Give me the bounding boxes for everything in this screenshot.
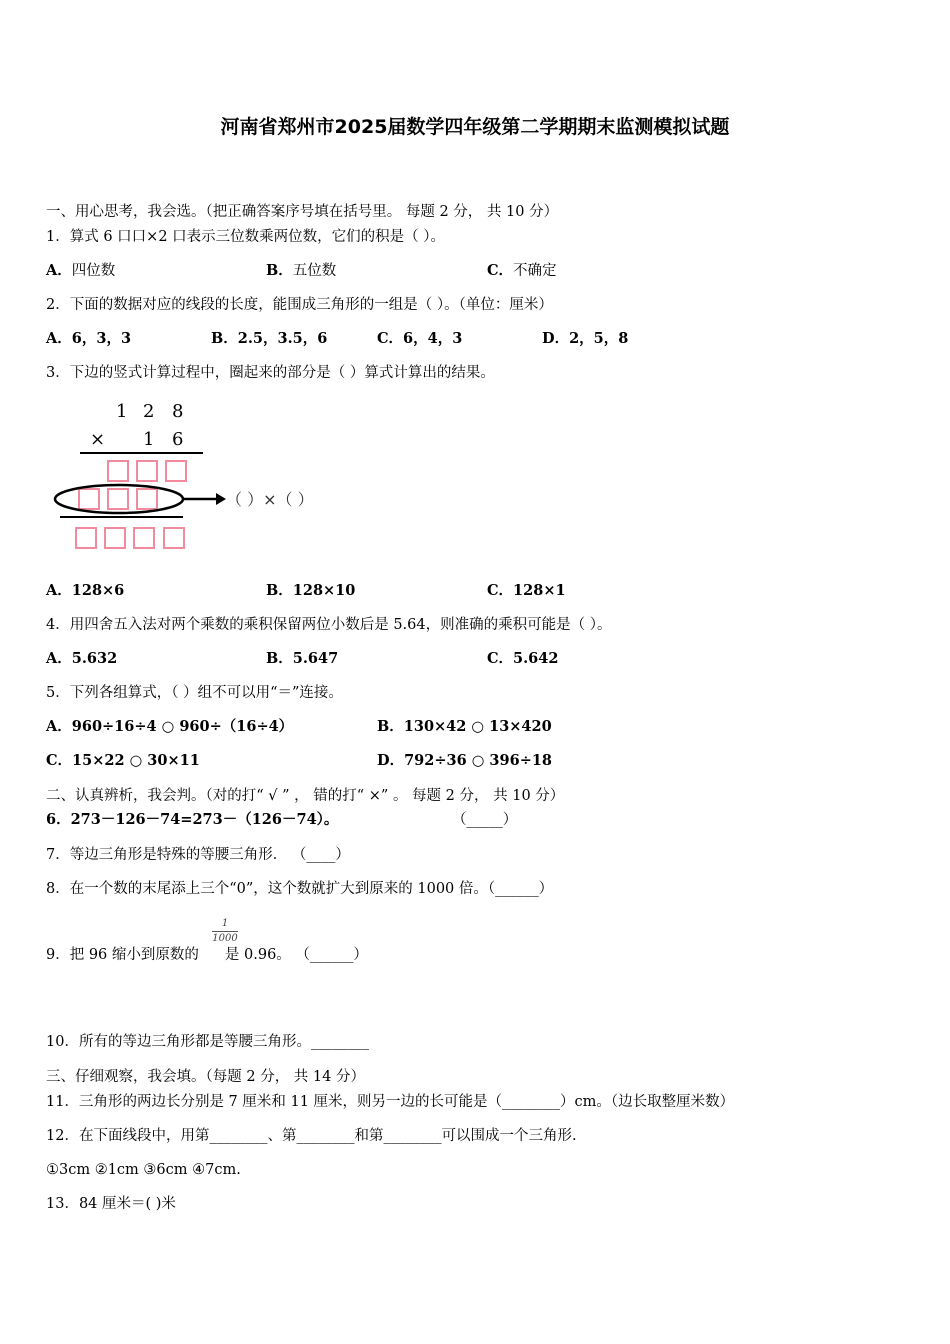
- q9-fraction: [210, 918, 240, 945]
- box: [134, 528, 154, 548]
- q6-stem: 6．273－126－74=273－（126－74）。: [46, 811, 339, 828]
- pink-boxes: [76, 461, 186, 548]
- box: [137, 461, 157, 481]
- times-sign: ×: [90, 429, 106, 450]
- q5-option-c: C．15×22 ○ 30×11: [46, 752, 200, 769]
- box: [76, 528, 96, 548]
- q2-option-d: D．2，5，8: [542, 330, 629, 347]
- q11-stem: 11．三角形的两边长分别是 7 厘米和 11 厘米，则另一边的长可能是（________）cm。（边长取整厘米数）: [46, 1094, 735, 1110]
- q3-stem: 3．下边的竖式计算过程中，圈起来的部分是（ ）算式计算出的结果。: [46, 365, 495, 381]
- digit-1: 1: [116, 401, 128, 422]
- q4-option-b: B．5.647: [266, 650, 339, 667]
- q5-option-a: A．960÷16÷4 ○ 960÷（16÷4）: [46, 718, 294, 735]
- frac-numerator: 1: [221, 918, 229, 929]
- q4-option-a: A．5.632: [46, 650, 118, 667]
- digit-1b: 1: [143, 429, 155, 450]
- q4-option-c: C．5.642: [487, 650, 559, 667]
- q5-option-d: D．792÷36 ○ 396÷18: [377, 752, 553, 769]
- q7-stem: 7．等边三角形是特殊的等腰三角形． （____）: [46, 847, 350, 863]
- digit-6: 6: [172, 429, 184, 450]
- frac-denominator: 1000: [212, 933, 238, 944]
- q2-option-b: B．2.5，3.5，6: [211, 330, 328, 347]
- box: [137, 489, 157, 509]
- arrow-blanks: （ ）×（ ）: [226, 490, 314, 509]
- arrow-head: [216, 493, 226, 505]
- q2-option-a: A．6，3，3: [46, 330, 132, 347]
- box: [108, 461, 128, 481]
- q13-stem: 13．84 厘米＝( )米: [46, 1196, 176, 1212]
- box: [164, 528, 184, 548]
- digit-8: 8: [172, 401, 184, 422]
- digit-2: 2: [143, 401, 155, 422]
- q8-stem: 8．在一个数的末尾添上三个“0”，这个数就扩大到原来的 1000 倍。（______）: [46, 881, 554, 897]
- q2-option-c: C．6，4，3: [377, 330, 463, 347]
- q2-stem: 2．下面的数据对应的线段的长度，能围成三角形的一组是（ ）。（单位：厘米）: [46, 297, 553, 313]
- q6-answer-blank[interactable]: （_____）: [452, 812, 518, 828]
- q5-option-b: B．130×42 ○ 13×420: [377, 718, 552, 735]
- q10-stem: 10．所有的等边三角形都是等腰三角形。________: [46, 1034, 369, 1050]
- section2-header: 二、认真辨析，我会判。（对的打“ √ ” ， 错的打“ ×” 。 每题 2 分， 共 10 分）: [46, 788, 565, 804]
- section3-header: 三、仔细观察，我会填。（每题 2 分， 共 14 分）: [46, 1069, 365, 1085]
- q9-stem: 9．把 96 缩小到原数的 是 0.96。 （______）: [46, 947, 368, 963]
- q1-stem: 1．算式 6 口口×2 口表示三位数乘两位数，它们的积是（ ）。: [46, 229, 446, 245]
- q1-option-b: B．五位数: [266, 262, 337, 279]
- q12-options: ①3cm ②1cm ③6cm ④7cm.: [46, 1162, 241, 1178]
- q1-option-c: C．不确定: [487, 262, 557, 279]
- box: [108, 489, 128, 509]
- q1-option-a: A．四位数: [46, 262, 116, 279]
- box: [105, 528, 125, 548]
- frac-bar: [212, 931, 238, 932]
- q3-option-c: C．128×1: [487, 582, 566, 599]
- q12-stem: 12．在下面线段中，用第________、第________和第________可以围成一个三角形.: [46, 1128, 577, 1144]
- q5-stem: 5．下列各组算式，（ ）组不可以用“＝”连接。: [46, 685, 343, 701]
- q4-stem: 4．用四舍五入法对两个乘数的乘积保留两位小数后是 5.64，则准确的乘积可能是（ ）。: [46, 617, 612, 633]
- box: [166, 461, 186, 481]
- page-title: 河南省郑州市2025届数学四年级第二学期期末监测模拟试题: [220, 116, 730, 138]
- q3-option-b: B．128×10: [266, 582, 356, 599]
- section1-header: 一、用心思考，我会选。（把正确答案序号填在括号里。 每题 2 分， 共 10 分）: [46, 204, 559, 220]
- vertical-multiplication-figure: [46, 395, 406, 560]
- box: [79, 489, 99, 509]
- q3-option-a: A．128×6: [46, 582, 125, 599]
